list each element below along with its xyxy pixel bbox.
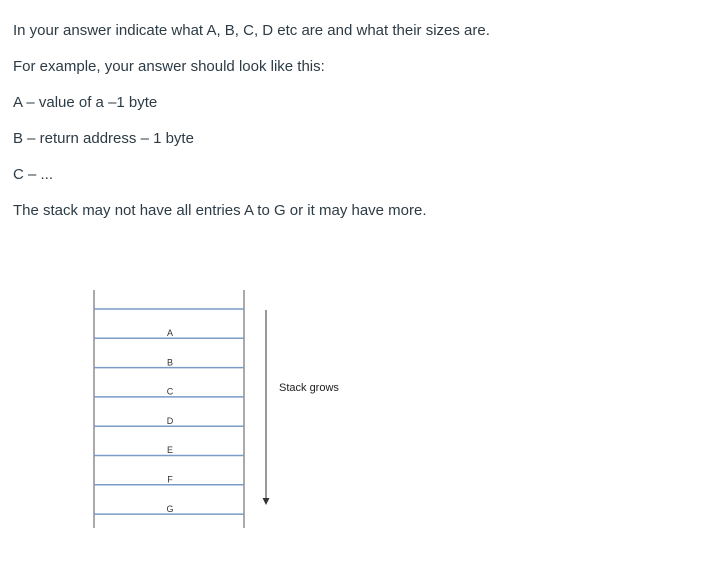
stack-entry-labels <box>166 328 173 514</box>
stack-entry-label-b: B <box>166 357 174 368</box>
example-line-a: A – value of a –1 byte <box>13 94 158 111</box>
stack-entry-label-e: E <box>166 445 174 456</box>
stack-entry-label-d: D <box>166 415 174 426</box>
instruction-paragraph-2: For example, your answer should look like this: <box>13 58 325 75</box>
instruction-paragraph-1: In your answer indicate what A, B, C, D etc are and what their sizes are. <box>13 22 490 39</box>
stack-grows-arrow-head <box>263 498 270 505</box>
example-line-c: C – ... <box>13 166 54 183</box>
stack-entry-label-f: F <box>167 474 173 485</box>
stack-entry-label-g: G <box>166 503 174 514</box>
stack-entry-label-a: A <box>166 328 174 338</box>
example-line-b: B – return address – 1 byte <box>13 130 194 147</box>
stack-entry-label-c: C <box>166 386 174 397</box>
instruction-paragraph-3: The stack may not have all entries A to G or it may have more. <box>13 202 427 219</box>
stack-grows-label: Stack grows <box>279 382 339 394</box>
